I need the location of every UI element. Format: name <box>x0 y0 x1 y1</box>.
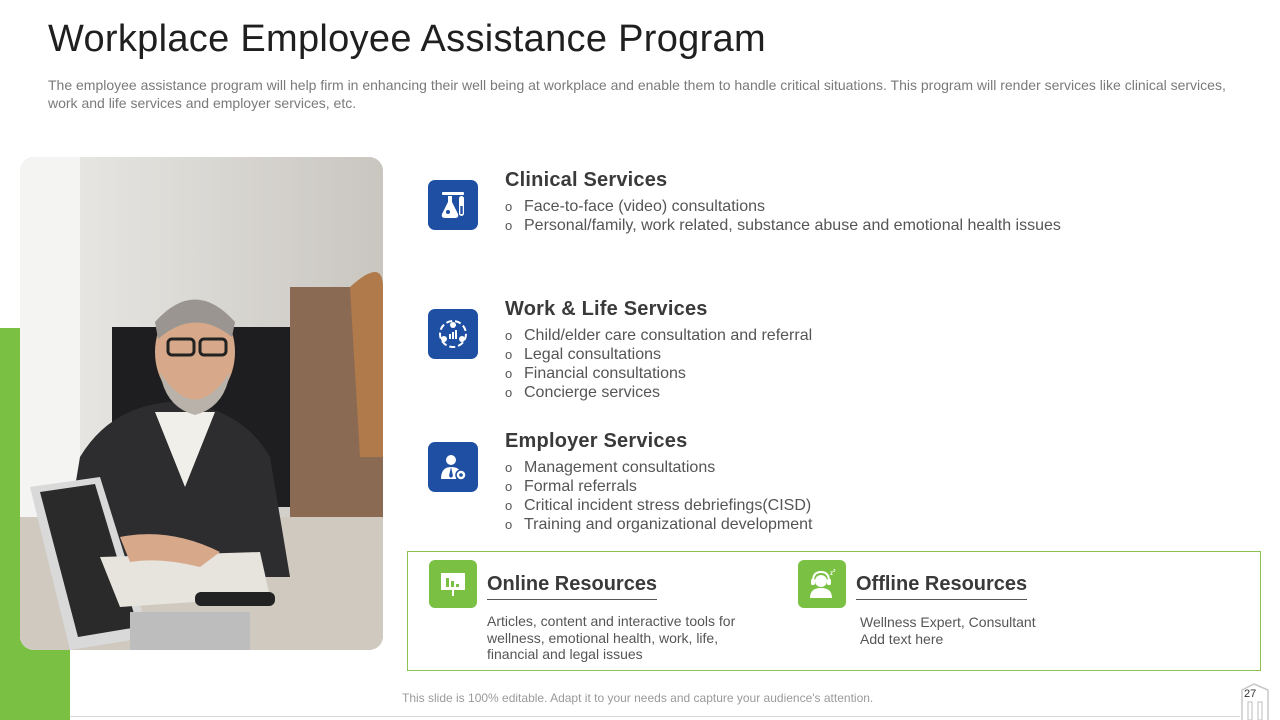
list-item: o Child/elder care consultation and referral <box>505 327 813 344</box>
expert-headset-icon <box>798 560 846 608</box>
lab-flask-icon <box>428 180 478 230</box>
footer-note: This slide is 100% editable. Adapt it to your needs and capture your audience's attention. <box>402 691 874 705</box>
page-corner-icon <box>1240 680 1270 720</box>
work-life-services-title: Work & Life Services <box>505 298 708 320</box>
employer-services-title: Employer Services <box>505 430 688 452</box>
slide-subtitle: The employee assistance program will help firm in enhancing their well being at workplace and enable them to handle critical situations. This program will render services like clinical services, work and life services and employer services, etc. <box>48 77 1226 111</box>
offline-resources-title: Offline Resources <box>856 573 1027 600</box>
list-item: o Critical incident stress debriefings(CISD) <box>505 497 812 514</box>
slide-title: Workplace Employee Assistance Program <box>48 18 766 60</box>
online-resources-text: Articles, content and interactive tools for wellness, emotional health, work, life, financial and legal issues <box>487 613 736 662</box>
list-item: o Management consultations <box>505 459 716 476</box>
list-item: o Financial consultations <box>505 365 686 382</box>
list-item: o Face-to-face (video) consultations <box>505 198 765 215</box>
online-resources-title: Online Resources <box>487 573 657 600</box>
team-growth-icon <box>428 309 478 359</box>
employer-gear-icon <box>428 442 478 492</box>
page-number: 27 <box>1244 688 1257 700</box>
list-item: o Concierge services <box>505 384 661 401</box>
meeting-photo <box>20 157 383 650</box>
work-life-services-list <box>505 326 812 402</box>
list-item: o Formal referrals <box>505 478 637 495</box>
footer-divider <box>70 716 1240 717</box>
employer-services-list <box>505 458 812 534</box>
list-item: o Training and organizational development <box>505 516 813 533</box>
list-item: o Personal/family, work related, substance abuse and emotional health issues <box>505 217 1061 234</box>
offline-resources-text: Wellness Expert, Consultant Add text here <box>860 614 1036 647</box>
presentation-board-icon <box>429 560 477 608</box>
list-item: o Legal consultations <box>505 346 661 363</box>
svg-text:z: z <box>830 571 833 577</box>
svg-text:z: z <box>833 568 836 574</box>
clinical-services-list <box>505 197 1061 235</box>
clinical-services-title: Clinical Services <box>505 169 668 191</box>
